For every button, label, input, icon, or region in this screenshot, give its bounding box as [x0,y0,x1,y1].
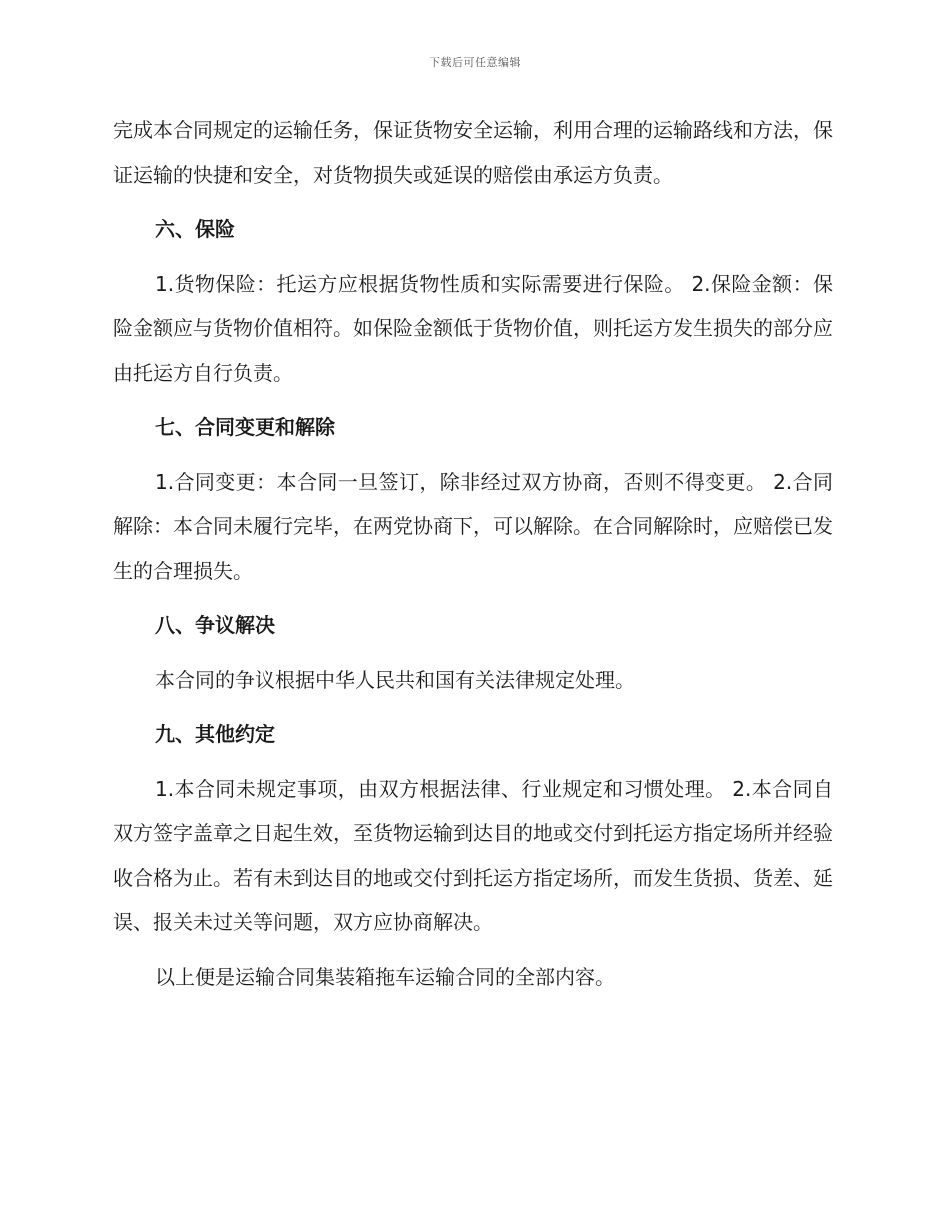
paragraph-insurance: 1.货物保险：托运方应根据货物性质和实际需要进行保险。 2.保险金额：保险金额应与货物价值相符。如保险金额低于货物价值，则托运方发生损失的部分应由托运方自行负责。 [113,271,833,385]
section-heading-contract-change: 七、合同变更和解除 [155,415,335,439]
paragraph-other: 1.本合同未规定事项，由双方根据法律、行业规定和习惯处理。 2.本合同自双方签字盖章之日起生效，至货物运输到达目的地或交付到托运方指定场所并经验收合格为止。若有未到达目的地或交付到托运方指定场所，而发生货损、货差、延误、报关未过关等问题，双方应协商解决。 [113,776,833,934]
paragraph-closing: 以上便是运输合同集装箱拖车运输合同的全部内容。 [155,964,615,989]
section-heading-insurance: 六、保险 [155,217,235,241]
page-header: 下载后可任意编辑 [429,56,521,69]
section-heading-dispute: 八、争议解决 [155,613,275,637]
section-heading-other: 九、其他约定 [155,722,275,746]
paragraph-dispute: 本合同的争议根据中华人民共和国有关法律规定处理。 [155,667,635,692]
paragraph-contract-change: 1.合同变更：本合同一旦签订，除非经过双方协商，否则不得变更。 2.合同解除：本合同未履行完毕，在两党协商下，可以解除。在合同解除时，应赔偿已发生的合理损失。 [113,469,833,583]
document-body [113,108,833,1009]
paragraph-transport-duty: 完成本合同规定的运输任务，保证货物安全运输，利用合理的运输路线和方法，保证运输的快捷和安全，对货物损失或延误的赔偿由承运方负责。 [113,118,833,187]
